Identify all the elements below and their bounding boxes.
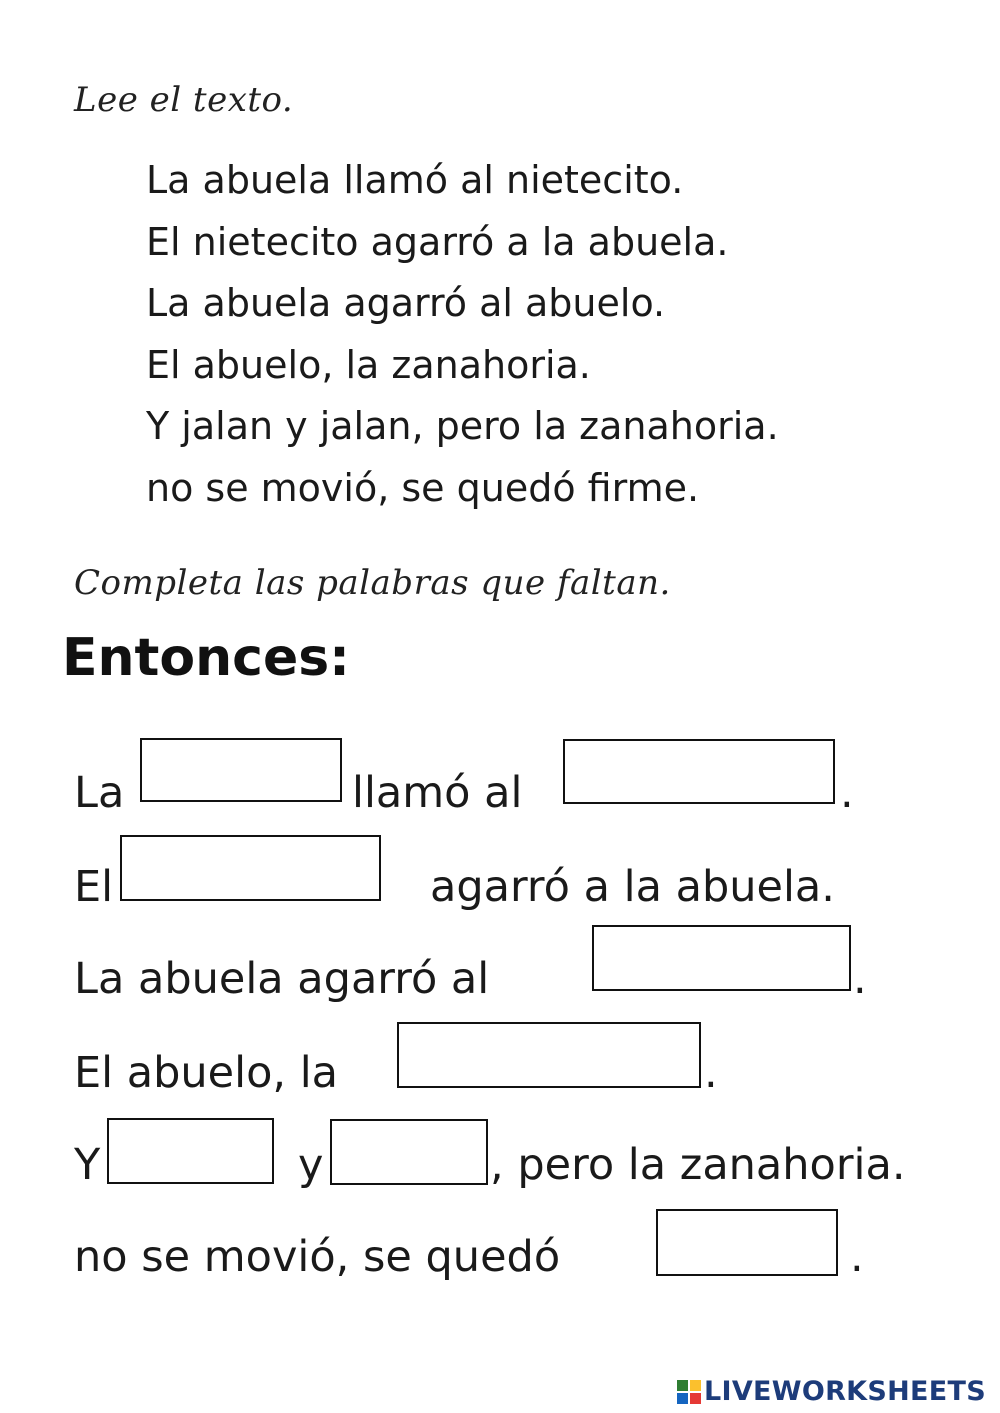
reading-line: Y jalan y jalan, pero la zanahoria.	[146, 404, 779, 448]
complete-instruction: Completa las palabras que faltan.	[74, 563, 671, 603]
liveworksheets-logo-icon	[677, 1380, 701, 1404]
reading-line: La abuela llamó al nietecito.	[146, 158, 684, 202]
blank-abuela-input[interactable]	[140, 738, 342, 802]
blank-firme-input[interactable]	[656, 1209, 838, 1276]
line1-text-1: La	[74, 768, 125, 818]
blank-nietecito-2-input[interactable]	[120, 835, 381, 901]
reading-line: El abuelo, la zanahoria.	[146, 342, 591, 387]
reading-text	[146, 150, 779, 519]
line5-text-1: Y	[74, 1140, 101, 1190]
read-instruction: Lee el texto.	[74, 80, 294, 120]
reading-line: La abuela agarró al abuelo.	[146, 281, 666, 325]
line5-text-3: , pero la zanahoria.	[490, 1140, 906, 1190]
blank-jalan-1-input[interactable]	[107, 1118, 274, 1184]
line6-period: .	[850, 1232, 864, 1282]
reading-line: El nietecito agarró a la abuela.	[146, 219, 729, 264]
line1-text-2: llamó al	[352, 768, 523, 818]
line3-text-1: La abuela agarró al	[74, 954, 490, 1004]
line4-text-1: El abuelo, la	[74, 1048, 339, 1098]
line3-period: .	[853, 954, 867, 1004]
blank-abuelo-input[interactable]	[592, 925, 851, 991]
liveworksheets-brand[interactable]	[677, 1376, 986, 1407]
line1-period: .	[840, 768, 854, 818]
blank-zanahoria-input[interactable]	[397, 1022, 701, 1088]
line6-text-1: no se movió, se quedó	[74, 1232, 561, 1282]
line5-text-2: y	[298, 1140, 324, 1190]
line2-text-2: agarró a la abuela.	[430, 862, 835, 912]
blank-nietecito-input[interactable]	[563, 739, 835, 804]
blank-jalan-2-input[interactable]	[330, 1119, 488, 1185]
line4-period: .	[704, 1048, 718, 1098]
line2-text-1: El	[74, 862, 114, 912]
exercise-heading: Entonces:	[62, 628, 350, 688]
reading-line: no se movió, se quedó firme.	[146, 465, 700, 510]
brand-name: LIVEWORKSHEETS	[703, 1376, 986, 1407]
